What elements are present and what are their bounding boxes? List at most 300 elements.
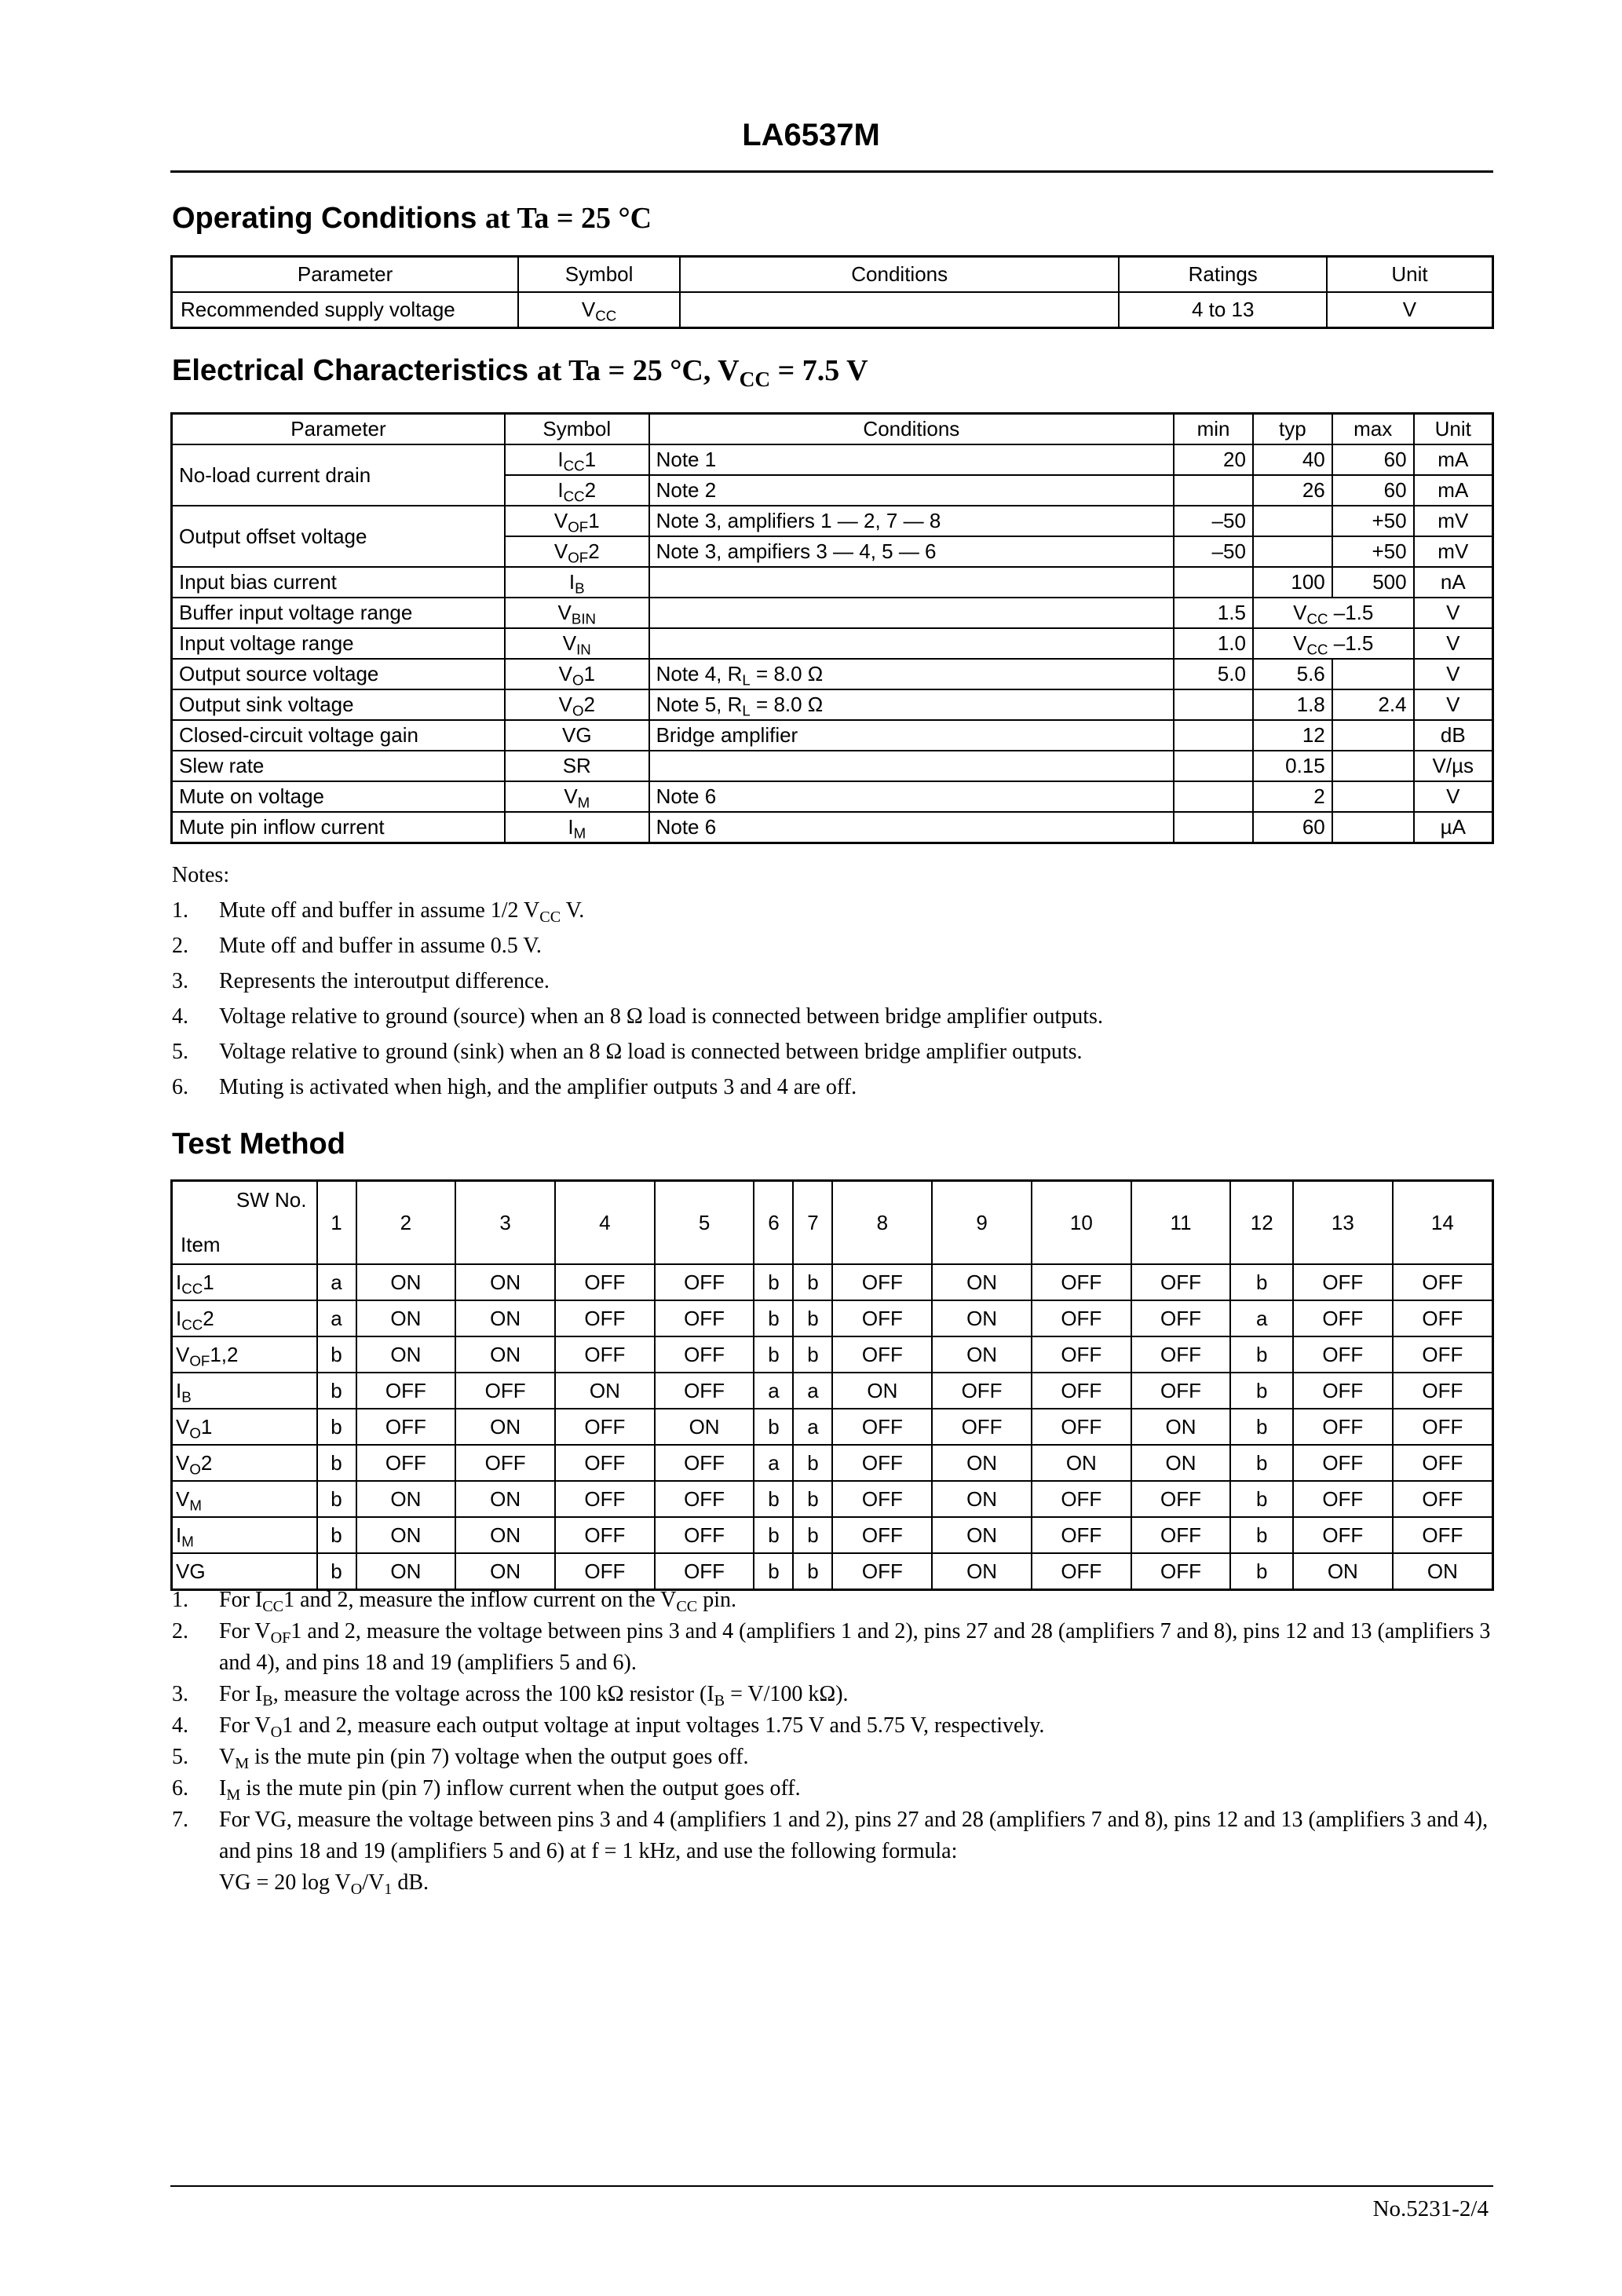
switch-state-cell: OFF xyxy=(1393,1373,1493,1409)
header-cell: Parameter xyxy=(172,414,505,445)
header-cell: Parameter xyxy=(172,257,519,293)
max-cell: 60 xyxy=(1332,475,1414,506)
switch-state-cell: b xyxy=(1230,1481,1293,1517)
table-row xyxy=(172,292,1493,328)
table-row xyxy=(172,689,1493,720)
switch-state-cell: OFF xyxy=(832,1264,932,1300)
switch-state-cell: ON xyxy=(932,1517,1032,1553)
table-row xyxy=(172,812,1493,843)
symbol-cell: $V_{CC}$ xyxy=(518,292,680,328)
footer-rule xyxy=(170,2185,1493,2187)
note-item: 3. Represents the interoutput difference. xyxy=(172,969,550,993)
sw-number-cell: 2 xyxy=(356,1181,456,1265)
conditions-cell: Note 5, $R_L = 8.0$ Ω xyxy=(649,689,1174,720)
method-note-item: 2. For $V_{OF}1$ and 2, measure the voltage between pins 3 and 4 (amplifiers 1 and 2), pins 27 and 28 (amplifiers 7 and 8), pins 12 and 13 (amplifiers 3 and 4), and pins 18 and 19 (amplifiers 5 and 6). xyxy=(172,1619,1491,1675)
table-row xyxy=(172,751,1493,781)
switch-state-cell: OFF xyxy=(555,1553,655,1590)
switch-state-cell: OFF xyxy=(455,1445,555,1481)
table-row xyxy=(172,1373,1493,1409)
switch-state-cell: ON xyxy=(356,1300,456,1336)
typ-max-cell: $V_{CC}$ –1.5 xyxy=(1253,598,1414,628)
switch-state-cell: OFF xyxy=(1032,1409,1131,1445)
table-header-row xyxy=(172,1181,1493,1265)
param-cell: Mute pin inflow current xyxy=(172,812,505,843)
table-row xyxy=(172,1336,1493,1373)
switch-state-cell: b xyxy=(793,1264,832,1300)
switch-state-cell: ON xyxy=(455,1300,555,1336)
switch-state-cell: OFF xyxy=(655,1336,754,1373)
switch-state-cell: OFF xyxy=(1393,1300,1493,1336)
max-cell: 500 xyxy=(1332,567,1414,598)
switch-state-cell: OFF xyxy=(356,1445,456,1481)
header-cell: Ratings xyxy=(1119,257,1326,293)
switch-state-cell: OFF xyxy=(832,1481,932,1517)
switch-state-cell: OFF xyxy=(832,1553,932,1590)
conditions-cell: Bridge amplifier xyxy=(649,720,1174,751)
sw-number-cell: 7 xyxy=(793,1181,832,1265)
unit-cell: V xyxy=(1414,628,1493,659)
switch-state-cell: ON xyxy=(932,1300,1032,1336)
typ-cell: 5.6 xyxy=(1253,659,1332,689)
symbol-cell: $V_{IN}$ xyxy=(505,628,649,659)
switch-state-cell: OFF xyxy=(832,1300,932,1336)
switch-state-cell: ON xyxy=(932,1336,1032,1373)
header-cell: Conditions xyxy=(680,257,1120,293)
switch-state-cell: ON xyxy=(356,1553,456,1590)
switch-state-cell: a xyxy=(317,1300,356,1336)
header-cell: Symbol xyxy=(505,414,649,445)
operating-conditions-table xyxy=(170,255,1494,329)
table-row xyxy=(172,1445,1493,1481)
min-cell xyxy=(1174,751,1253,781)
switch-state-cell: b xyxy=(754,1409,793,1445)
switch-state-cell: OFF xyxy=(1393,1264,1493,1300)
switch-state-cell: b xyxy=(754,1517,793,1553)
param-cell: Output sink voltage xyxy=(172,689,505,720)
conditions-cell xyxy=(649,567,1174,598)
switch-state-cell: ON xyxy=(455,1264,555,1300)
switch-state-cell: b xyxy=(317,1336,356,1373)
switch-state-cell: a xyxy=(1230,1300,1293,1336)
switch-state-cell: b xyxy=(317,1517,356,1553)
header-rule xyxy=(170,170,1493,173)
symbol-cell: VG xyxy=(505,720,649,751)
notes-section xyxy=(172,857,1499,1105)
typ-cell: 100 xyxy=(1253,567,1332,598)
sw-number-cell: 9 xyxy=(932,1181,1032,1265)
param-cell: Recommended supply voltage xyxy=(172,292,519,328)
switch-state-cell: OFF xyxy=(555,1481,655,1517)
item-cell: $I_{CC}1$ xyxy=(172,1264,317,1300)
unit-cell: mV xyxy=(1414,536,1493,567)
max-cell xyxy=(1332,751,1414,781)
symbol-cell: $V_O1$ xyxy=(505,659,649,689)
method-note-item: 7. For VG, measure the voltage between pins 3 and 4 (amplifiers 1 and 2), pins 27 and 28 (amplifiers 7 and 8), pins 12 and 13 (amplifiers 3 and 4), and pins 18 and 19 (amplifiers 5 and 6) at f = 1 kHz, and use the following formula: VG = 20 $\log V_O/V_1$ dB. xyxy=(172,1808,1489,1899)
switch-state-cell: OFF xyxy=(655,1373,754,1409)
typ-cell: 12 xyxy=(1253,720,1332,751)
header-cell: typ xyxy=(1253,414,1332,445)
param-cell: Slew rate xyxy=(172,751,505,781)
switch-state-cell: OFF xyxy=(1393,1336,1493,1373)
switch-state-cell: OFF xyxy=(932,1373,1032,1409)
param-cell: Input voltage range xyxy=(172,628,505,659)
switch-state-cell: OFF xyxy=(1032,1373,1131,1409)
operating-conditions-heading: Operating Conditions at Ta = 25 °C xyxy=(172,202,652,235)
conditions-cell xyxy=(649,598,1174,628)
switch-state-cell: OFF xyxy=(832,1517,932,1553)
note-item: 5. Voltage relative to ground (sink) when an 8 Ω load is connected between bridge amplifier outputs. xyxy=(172,1040,1083,1064)
method-note-item: 3. For $I_B$, measure the voltage across the 100 kΩ resistor ($I_B = V/100$ kΩ). xyxy=(172,1682,849,1710)
header-cell: min xyxy=(1174,414,1253,445)
page-title: LA6537M xyxy=(742,118,880,152)
symbol-cell: $I_B$ xyxy=(505,567,649,598)
item-cell: $I_B$ xyxy=(172,1373,317,1409)
switch-state-cell: OFF xyxy=(1293,1336,1393,1373)
unit-cell: V xyxy=(1414,598,1493,628)
symbol-cell: $V_{OF}2$ xyxy=(505,536,649,567)
switch-state-cell: b xyxy=(754,1264,793,1300)
table-header-row xyxy=(172,414,1493,445)
switch-state-cell: ON xyxy=(655,1409,754,1445)
unit-cell: V xyxy=(1327,292,1493,328)
table-row xyxy=(172,444,1493,475)
max-cell xyxy=(1332,781,1414,812)
switch-state-cell: ON xyxy=(1131,1409,1231,1445)
switch-state-cell: OFF xyxy=(1293,1264,1393,1300)
switch-state-cell: OFF xyxy=(655,1445,754,1481)
unit-cell: V xyxy=(1414,659,1493,689)
sw-number-cell: 13 xyxy=(1293,1181,1393,1265)
method-note-item: 1. For $I_{CC}1$ and 2, measure the inflow current on the $V_{CC}$ pin. xyxy=(172,1588,737,1616)
sw-number-cell: 10 xyxy=(1032,1181,1131,1265)
item-cell: $I_M$ xyxy=(172,1517,317,1553)
max-cell xyxy=(1332,812,1414,843)
max-cell: 60 xyxy=(1332,444,1414,475)
notes-title: Notes: xyxy=(172,863,230,887)
table-row xyxy=(172,1517,1493,1553)
switch-state-cell: OFF xyxy=(555,1264,655,1300)
sw-number-cell: 14 xyxy=(1393,1181,1493,1265)
conditions-cell: Note 4, $R_L = 8.0$ Ω xyxy=(649,659,1174,689)
sw-number-cell: 11 xyxy=(1131,1181,1231,1265)
switch-state-cell: OFF xyxy=(1293,1481,1393,1517)
switch-state-cell: ON xyxy=(932,1553,1032,1590)
switch-state-cell: a xyxy=(754,1445,793,1481)
typ-cell xyxy=(1253,506,1332,536)
sw-number-cell: 5 xyxy=(655,1181,754,1265)
switch-state-cell: OFF xyxy=(1293,1300,1393,1336)
switch-state-cell: OFF xyxy=(1393,1481,1493,1517)
switch-state-cell: OFF xyxy=(1393,1517,1493,1553)
switch-state-cell: OFF xyxy=(356,1373,456,1409)
unit-cell: mA xyxy=(1414,475,1493,506)
symbol-cell: $I_{CC}2$ xyxy=(505,475,649,506)
switch-state-cell: ON xyxy=(1293,1553,1393,1590)
header-cell: Conditions xyxy=(649,414,1174,445)
switch-state-cell: OFF xyxy=(555,1517,655,1553)
unit-cell: V/µs xyxy=(1414,751,1493,781)
switch-state-cell: b xyxy=(793,1517,832,1553)
symbol-cell: $I_M$ xyxy=(505,812,649,843)
switch-state-cell: OFF xyxy=(555,1445,655,1481)
min-cell xyxy=(1174,567,1253,598)
unit-cell: nA xyxy=(1414,567,1493,598)
switch-state-cell: OFF xyxy=(1393,1409,1493,1445)
switch-state-cell: b xyxy=(793,1336,832,1373)
sw-number-cell: 1 xyxy=(317,1181,356,1265)
method-note-item: 4. For $V_O1$ and 2, measure each output voltage at input voltages 1.75 V and 5.75 V, respectively. xyxy=(172,1713,1045,1742)
table-header-row xyxy=(172,257,1493,293)
param-cell: Output source voltage xyxy=(172,659,505,689)
item-cell: $I_{CC}2$ xyxy=(172,1300,317,1336)
switch-state-cell: OFF xyxy=(655,1553,754,1590)
switch-state-cell: b xyxy=(1230,1409,1293,1445)
switch-state-cell: OFF xyxy=(1131,1264,1231,1300)
param-cell: Mute on voltage xyxy=(172,781,505,812)
unit-cell: µA xyxy=(1414,812,1493,843)
switch-state-cell: b xyxy=(317,1481,356,1517)
switch-state-cell: ON xyxy=(932,1481,1032,1517)
switch-state-cell: ON xyxy=(455,1553,555,1590)
switch-state-cell: OFF xyxy=(1131,1373,1231,1409)
sw-number-cell: 4 xyxy=(555,1181,655,1265)
switch-state-cell: b xyxy=(317,1553,356,1590)
min-cell: –50 xyxy=(1174,506,1253,536)
min-cell: 1.0 xyxy=(1174,628,1253,659)
switch-state-cell: OFF xyxy=(932,1409,1032,1445)
max-cell: +50 xyxy=(1332,536,1414,567)
symbol-cell: $V_O2$ xyxy=(505,689,649,720)
switch-state-cell: ON xyxy=(455,1409,555,1445)
switch-state-cell: OFF xyxy=(1293,1409,1393,1445)
switch-state-cell: OFF xyxy=(356,1409,456,1445)
table-row xyxy=(172,1300,1493,1336)
switch-state-cell: OFF xyxy=(1131,1300,1231,1336)
switch-state-cell: a xyxy=(793,1409,832,1445)
sw-number-cell: 6 xyxy=(754,1181,793,1265)
switch-state-cell: OFF xyxy=(1131,1336,1231,1373)
method-note-item: 5. $V_M$ is the mute pin (pin 7) voltage when the output goes off. xyxy=(172,1745,749,1773)
switch-state-cell: ON xyxy=(555,1373,655,1409)
header-cell: Unit xyxy=(1414,414,1493,445)
header-cell: Symbol xyxy=(518,257,680,293)
table-row xyxy=(172,1264,1493,1300)
note-item: 1. Mute off and buffer in assume 1/2 $V_{CC}$ V. xyxy=(172,898,585,927)
typ-cell: 0.15 xyxy=(1253,751,1332,781)
conditions-cell: Note 6 xyxy=(649,812,1174,843)
conditions-cell: Note 3, ampifiers 3 — 4, 5 — 6 xyxy=(649,536,1174,567)
switch-state-cell: OFF xyxy=(1032,1336,1131,1373)
min-cell xyxy=(1174,812,1253,843)
switch-state-cell: OFF xyxy=(1131,1481,1231,1517)
switch-state-cell: b xyxy=(317,1373,356,1409)
switch-state-cell: ON xyxy=(455,1481,555,1517)
typ-cell: 26 xyxy=(1253,475,1332,506)
unit-cell: mA xyxy=(1414,444,1493,475)
table-row xyxy=(172,720,1493,751)
method-note-item: 6. $I_M$ is the mute pin (pin 7) inflow current when the output goes off. xyxy=(172,1776,801,1804)
conditions-cell xyxy=(649,628,1174,659)
max-cell: 2.4 xyxy=(1332,689,1414,720)
typ-cell: 2 xyxy=(1253,781,1332,812)
switch-state-cell: OFF xyxy=(832,1445,932,1481)
switch-state-cell: ON xyxy=(356,1517,456,1553)
switch-state-cell: b xyxy=(1230,1553,1293,1590)
conditions-cell: Note 3, amplifiers 1 — 2, 7 — 8 xyxy=(649,506,1174,536)
table-row xyxy=(172,1409,1493,1445)
switch-state-cell: OFF xyxy=(1293,1445,1393,1481)
switch-state-cell: b xyxy=(754,1336,793,1373)
min-cell: 1.5 xyxy=(1174,598,1253,628)
conditions-cell xyxy=(649,751,1174,781)
switch-state-cell: ON xyxy=(356,1481,456,1517)
switch-state-cell: OFF xyxy=(1032,1300,1131,1336)
table-row xyxy=(172,659,1493,689)
switch-state-cell: b xyxy=(793,1553,832,1590)
typ-cell xyxy=(1253,536,1332,567)
param-cell: No-load current drain xyxy=(172,444,505,506)
note-item: 6. Muting is activated when high, and the amplifier outputs 3 and 4 are off. xyxy=(172,1075,857,1099)
item-cell: $V_{OF}1,2$ xyxy=(172,1336,317,1373)
switch-state-cell: OFF xyxy=(655,1517,754,1553)
switch-state-cell: b xyxy=(317,1445,356,1481)
switch-state-cell: OFF xyxy=(832,1409,932,1445)
switch-state-cell: ON xyxy=(356,1336,456,1373)
test-method-heading: Test Method xyxy=(172,1128,345,1161)
switch-state-cell: b xyxy=(317,1409,356,1445)
switch-state-cell: OFF xyxy=(1032,1517,1131,1553)
sw-number-cell: 8 xyxy=(832,1181,932,1265)
param-cell: Output offset voltage xyxy=(172,506,505,567)
param-cell: Closed-circuit voltage gain xyxy=(172,720,505,751)
max-cell xyxy=(1332,720,1414,751)
switch-state-cell: a xyxy=(793,1373,832,1409)
header-cell: Unit xyxy=(1327,257,1493,293)
table-row xyxy=(172,598,1493,628)
table-row xyxy=(172,1481,1493,1517)
symbol-cell: $V_M$ xyxy=(505,781,649,812)
item-cell: $V_M$ xyxy=(172,1481,317,1517)
table-row xyxy=(172,628,1493,659)
switch-state-cell: OFF xyxy=(1032,1264,1131,1300)
switch-state-cell: OFF xyxy=(1393,1445,1493,1481)
switch-state-cell: b xyxy=(793,1481,832,1517)
conditions-cell: Note 2 xyxy=(649,475,1174,506)
electrical-characteristics-heading: Electrical Characteristics at Ta = 25 °C, $V_{CC} = 7.5$ V xyxy=(172,354,868,392)
min-cell: –50 xyxy=(1174,536,1253,567)
sw-number-cell: 12 xyxy=(1230,1181,1293,1265)
max-cell xyxy=(1332,659,1414,689)
method-notes-section xyxy=(172,1585,1499,1899)
switch-state-cell: ON xyxy=(932,1264,1032,1300)
sw-number-cell: 3 xyxy=(455,1181,555,1265)
symbol-cell: $V_{OF}1$ xyxy=(505,506,649,536)
switch-state-cell: b xyxy=(1230,1445,1293,1481)
switch-state-cell: OFF xyxy=(1032,1553,1131,1590)
test-method-table xyxy=(170,1179,1494,1591)
switch-state-cell: OFF xyxy=(555,1336,655,1373)
switch-state-cell: OFF xyxy=(832,1336,932,1373)
item-cell: $V_O1$ xyxy=(172,1409,317,1445)
conditions-cell: Note 6 xyxy=(649,781,1174,812)
typ-max-cell: $V_{CC}$ –1.5 xyxy=(1253,628,1414,659)
switch-state-cell: ON xyxy=(1131,1445,1231,1481)
min-cell xyxy=(1174,689,1253,720)
symbol-cell: $I_{CC}1$ xyxy=(505,444,649,475)
typ-cell: 1.8 xyxy=(1253,689,1332,720)
switch-state-cell: OFF xyxy=(655,1300,754,1336)
symbol-cell: $V_{BIN}$ xyxy=(505,598,649,628)
header-cell: max xyxy=(1332,414,1414,445)
max-cell: +50 xyxy=(1332,506,1414,536)
switch-state-cell: ON xyxy=(932,1445,1032,1481)
sw-item-header-cell: SW No. Item xyxy=(172,1181,317,1265)
min-cell xyxy=(1174,781,1253,812)
switch-state-cell: ON xyxy=(455,1336,555,1373)
switch-state-cell: OFF xyxy=(655,1264,754,1300)
typ-cell: 40 xyxy=(1253,444,1332,475)
min-cell xyxy=(1174,475,1253,506)
table-row xyxy=(172,506,1493,536)
switch-state-cell: OFF xyxy=(555,1300,655,1336)
unit-cell: V xyxy=(1414,781,1493,812)
switch-state-cell: OFF xyxy=(555,1409,655,1445)
table-row xyxy=(172,781,1493,812)
note-item: 2. Mute off and buffer in assume 0.5 V. xyxy=(172,934,542,958)
note-item: 4. Voltage relative to ground (source) when an 8 Ω load is connected between bridge amplifier outputs. xyxy=(172,1004,1103,1029)
switch-state-cell: ON xyxy=(832,1373,932,1409)
page-number: No.5231-2/4 xyxy=(1372,2196,1489,2221)
switch-state-cell: a xyxy=(317,1264,356,1300)
min-cell: 5.0 xyxy=(1174,659,1253,689)
switch-state-cell: OFF xyxy=(1293,1517,1393,1553)
switch-state-cell: b xyxy=(1230,1517,1293,1553)
unit-cell: V xyxy=(1414,689,1493,720)
switch-state-cell: b xyxy=(793,1445,832,1481)
switch-state-cell: b xyxy=(1230,1373,1293,1409)
ratings-cell: 4 to 13 xyxy=(1119,292,1326,328)
item-cell: VG xyxy=(172,1553,317,1590)
switch-state-cell: b xyxy=(1230,1336,1293,1373)
param-cell: Buffer input voltage range xyxy=(172,598,505,628)
switch-state-cell: ON xyxy=(455,1517,555,1553)
electrical-characteristics-table xyxy=(170,412,1494,844)
switch-state-cell: b xyxy=(793,1300,832,1336)
switch-state-cell: OFF xyxy=(1131,1517,1231,1553)
conditions-cell xyxy=(680,292,1120,328)
switch-state-cell: b xyxy=(754,1553,793,1590)
switch-state-cell: OFF xyxy=(1131,1553,1231,1590)
switch-state-cell: a xyxy=(754,1373,793,1409)
typ-cell: 60 xyxy=(1253,812,1332,843)
switch-state-cell: OFF xyxy=(455,1373,555,1409)
min-cell xyxy=(1174,720,1253,751)
switch-state-cell: ON xyxy=(1393,1553,1493,1590)
symbol-cell: SR xyxy=(505,751,649,781)
param-cell: Input bias current xyxy=(172,567,505,598)
switch-state-cell: ON xyxy=(1032,1445,1131,1481)
switch-state-cell: ON xyxy=(356,1264,456,1300)
conditions-cell: Note 1 xyxy=(649,444,1174,475)
unit-cell: mV xyxy=(1414,506,1493,536)
switch-state-cell: b xyxy=(754,1481,793,1517)
switch-state-cell: b xyxy=(754,1300,793,1336)
table-row xyxy=(172,567,1493,598)
min-cell: 20 xyxy=(1174,444,1253,475)
switch-state-cell: b xyxy=(1230,1264,1293,1300)
switch-state-cell: OFF xyxy=(1293,1373,1393,1409)
switch-state-cell: OFF xyxy=(1032,1481,1131,1517)
